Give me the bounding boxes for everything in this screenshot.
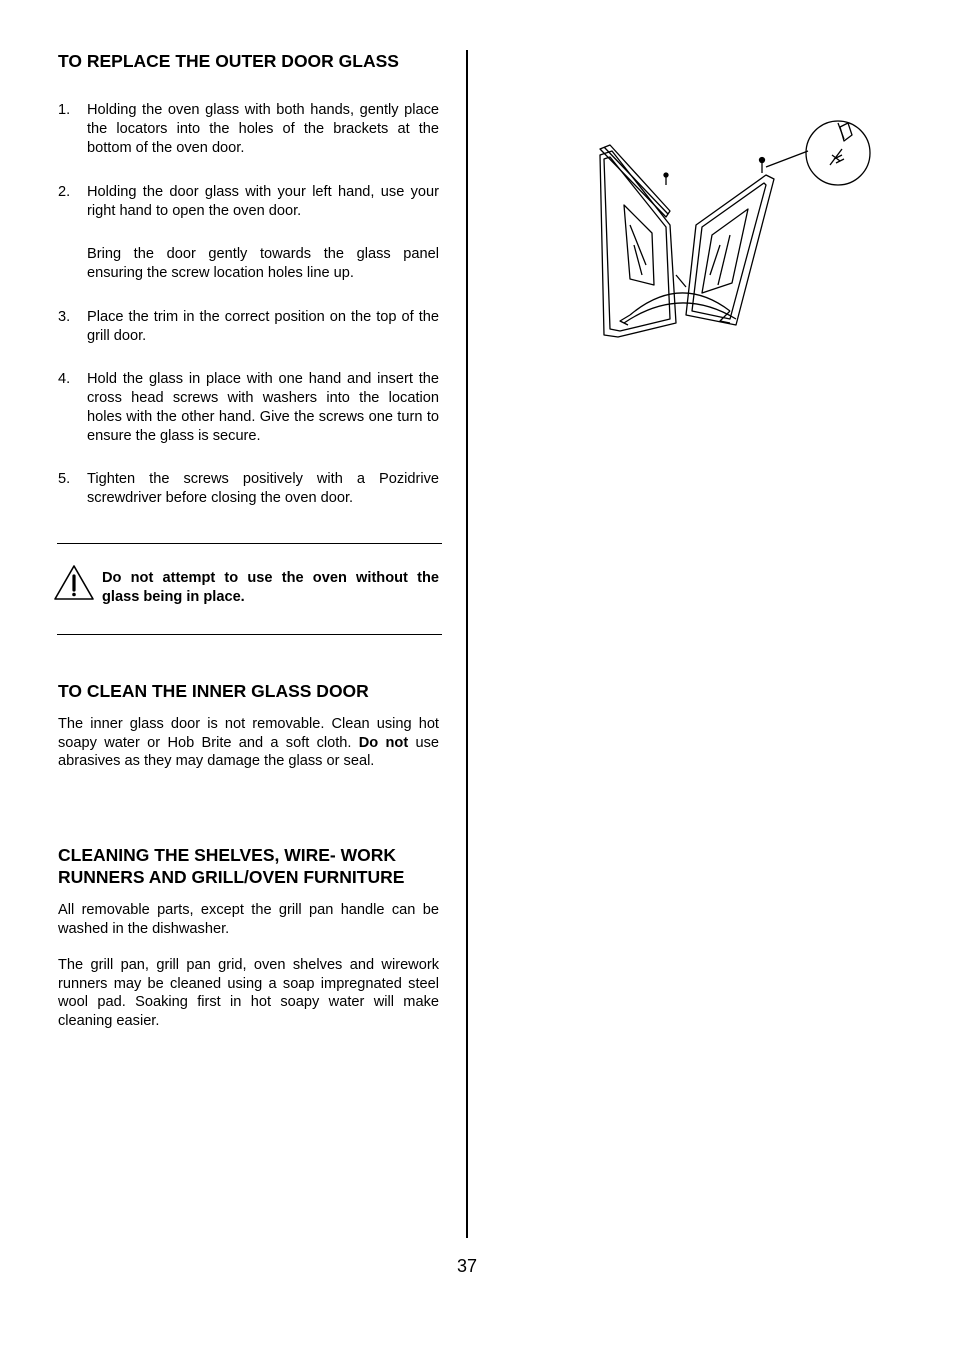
step-text: Place the trim in the correct position on the top of the grill door.	[87, 309, 439, 344]
heading-cleaning-shelves	[58, 844, 458, 888]
inner-glass-bold: Do not	[358, 734, 409, 751]
step-text: Holding the oven glass with both hands, gently place the locators into the holes of the brackets at the bottom of the oven door.	[87, 102, 439, 156]
oven-door-glass-diagram	[590, 115, 880, 345]
column-divider	[466, 50, 468, 1238]
step-number: 4.	[58, 371, 71, 387]
step-number: 2.	[58, 184, 71, 200]
warning-text: Do not attempt to use the oven without the glass being in place.	[102, 570, 439, 605]
warning-top-rule	[57, 543, 442, 544]
inner-glass-text-b: use abrasives as they may damage the glass or seal.	[58, 734, 439, 769]
step-text: Holding the door glass with your left hand, use your right hand to open the oven door.	[87, 184, 439, 219]
heading-cleaning-shelves-line2: RUNNERS AND GRILL/OVEN FURNITURE	[58, 867, 405, 887]
shelves-paragraph-2: The grill pan, grill pan grid, oven shelves and wirework runners may be cleaned using a soap impregnated steel wool pad. Soaking first in hot soapy water will make cleaning easier.	[58, 957, 439, 1029]
heading-cleaning-shelves-line1: CLEANING THE SHELVES, WIRE- WORK	[58, 845, 397, 865]
heading-clean-inner-glass: TO CLEAN THE INNER GLASS DOOR	[58, 681, 369, 701]
shelves-paragraph-1: All removable parts, except the grill pan handle can be washed in the dishwasher.	[58, 902, 439, 937]
inner-glass-paragraph	[58, 715, 439, 771]
step-number: 1.	[58, 102, 71, 118]
warning-triangle-icon	[53, 564, 95, 601]
page-number: 37	[457, 1256, 478, 1276]
step-text: Bring the door gently towards the glass panel ensuring the screw location holes line up.	[87, 246, 439, 281]
warning-bottom-rule	[57, 634, 442, 635]
step-text: Hold the glass in place with one hand and insert the cross head screws with washers into the location holes with the other hand. Give the screws one turn to ensure the glass is secure.	[87, 371, 439, 444]
heading-replace-outer-glass: TO REPLACE THE OUTER DOOR GLASS	[58, 51, 399, 71]
step-text: Tighten the screws positively with a Pozidrive screwdriver before closing the oven door.	[87, 471, 439, 506]
step-number: 3.	[58, 309, 71, 325]
inner-glass-text-a: The inner glass door is not removable. Clean using hot soapy water or Hob Brite and a soft cloth.	[58, 716, 439, 751]
step-number: 5.	[58, 471, 71, 487]
